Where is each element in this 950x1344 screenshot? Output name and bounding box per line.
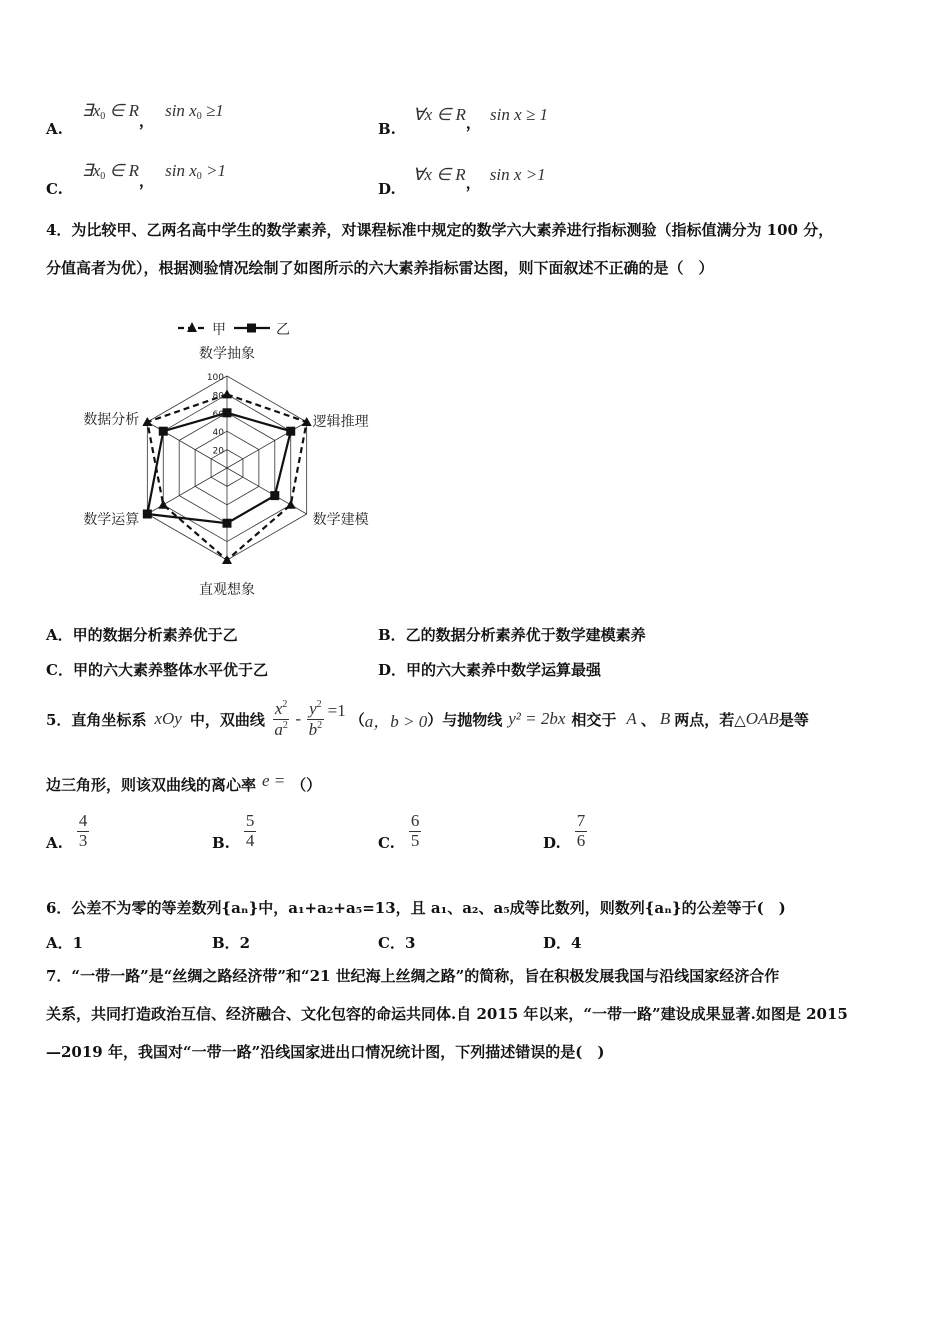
option-fraction <box>77 812 90 850</box>
answer-paren: （） <box>291 776 322 794</box>
legend-label: 甲 <box>212 322 226 338</box>
relation: >1 <box>201 161 226 180</box>
q6-option-b: B．2 <box>212 934 251 952</box>
data-point-甲 <box>286 500 296 509</box>
option-letter: D. <box>543 834 561 853</box>
q5-option-a <box>46 811 89 853</box>
option-fraction <box>409 812 422 850</box>
q7-stem-line1: 7．“一带一路”是“丝绸之路经济带”和“21 世纪海上丝绸之路”的简称，旨在积极发展我国与沿线国家经济合作 <box>46 967 780 985</box>
q5-option-c <box>378 811 421 853</box>
axis-label: 数学建模 <box>312 512 369 528</box>
domain-text: ∈ R <box>105 101 139 120</box>
domain-text: ∈ R <box>432 105 466 124</box>
data-point-乙 <box>143 510 152 519</box>
equals-one: =1 <box>327 701 346 720</box>
eccentricity-symbol: e = <box>262 770 286 790</box>
axis-label: 数据分析 <box>83 412 140 428</box>
q5-text: 相交于 <box>571 710 617 729</box>
q5-option-d <box>543 811 587 853</box>
relation: ≥ 1 <box>521 105 548 124</box>
denominator: a <box>274 719 283 739</box>
data-point-乙 <box>223 519 232 528</box>
quantifier: ∀x <box>412 165 432 184</box>
option-fraction <box>575 812 588 850</box>
q5-stem-line2 <box>46 770 322 795</box>
numerator: y <box>309 698 317 718</box>
q5-text: 边三角形，则该双曲线的离心率 <box>46 776 257 794</box>
numerator: 6 <box>410 811 420 830</box>
expression: sin x <box>165 161 197 180</box>
q6-option-a: A．1 <box>46 934 84 952</box>
q5-text: 与抛物线 <box>442 710 503 729</box>
comma: ， <box>138 112 154 130</box>
denominator: 6 <box>576 830 586 850</box>
q6-option-d: D．4 <box>543 934 582 952</box>
coord-system: xOy <box>154 709 182 728</box>
q3-option-d <box>378 164 546 198</box>
comma: ， <box>465 174 481 192</box>
fraction-y2-b2: $\frac{y^2}{b^2}$ <box>308 698 323 739</box>
q4-option-d: D．甲的六大素养中数学运算最强 <box>378 661 602 679</box>
q5-text: 是等 <box>778 710 809 729</box>
option-letter: A. <box>46 120 63 138</box>
expression: sin x <box>165 101 197 120</box>
q6-stem: 6．公差不为零的等差数列{aₙ}中，a₁+a₂+a₅=13，且 a₁、a₂、a₅成等比数列，则数列{aₙ}的公差等于( ) <box>46 899 786 917</box>
q3-option-a <box>46 100 224 138</box>
comma: ， <box>465 114 481 132</box>
q5-text: 两点，若△ <box>674 710 746 729</box>
separator: 、 <box>640 710 656 729</box>
q5-stem-line1 <box>46 694 809 744</box>
tick-label: 60 <box>212 409 224 420</box>
q4-option-a: A．甲的数据分析素养优于乙 <box>46 626 238 644</box>
tick-label: 20 <box>212 446 224 457</box>
denominator: b <box>308 719 318 739</box>
minus-sign: - <box>295 709 302 728</box>
subscript: 0 <box>196 171 202 182</box>
q6-option-c: C．3 <box>378 934 416 952</box>
point-a: A <box>626 709 637 728</box>
expression: sin x <box>490 105 522 124</box>
option-letter: B. <box>212 834 230 853</box>
subscript: 0 <box>100 171 106 182</box>
q4-stem-line1: 4．为比较甲、乙两名高中学生的数学素养，对课程标准中规定的数学六大素养进行指标测验（指标值满分为 100 分， <box>46 221 834 239</box>
fraction-x2-a2: $\frac{x^2}{a^2}$ <box>274 698 288 739</box>
domain-text: ∈ R <box>431 165 466 184</box>
q3-option-c <box>46 160 226 198</box>
axis-label: 数学抽象 <box>199 346 255 362</box>
tick-label: 80 <box>212 391 224 402</box>
subscript: 0 <box>196 111 202 122</box>
q7-stem-line3: —2019 年，我国对“一带一路”沿线国家进出口情况统计图，下列描述错误的是( ) <box>46 1043 605 1061</box>
quantifier: ∃x <box>82 161 101 180</box>
denominator: 3 <box>78 830 88 850</box>
data-point-甲 <box>222 555 232 564</box>
quantifier: ∀x <box>413 105 433 124</box>
data-point-乙 <box>159 427 168 436</box>
q4-stem-line2: 分值高者为优），根据测验情况绘制了如图所示的六大素养指标雷达图，则下面叙述不正确的是（ ） <box>46 259 714 277</box>
axis-label: 直观想象 <box>199 582 255 598</box>
numerator: 5 <box>245 811 255 830</box>
q5-option-b <box>212 811 256 853</box>
q4-option-c: C．甲的六大素养整体水平优于乙 <box>46 661 268 679</box>
triangle-name: OAB <box>745 709 779 728</box>
expression: sin x <box>489 165 522 184</box>
numerator: x <box>274 698 283 718</box>
radar-chart <box>60 310 400 600</box>
paren-open: （ <box>349 710 365 729</box>
q7-stem-line2: 关系，共同打造政治互信、经济融合、文化包容的命运共同体.自 2015 年以来，“一带一路”建设成果显著.如图是 2015 <box>46 1005 848 1023</box>
q4-option-b: B．乙的数据分析素养优于数学建模素养 <box>378 626 646 644</box>
numerator: 4 <box>78 811 88 830</box>
axis-label: 数学运算 <box>83 512 140 528</box>
point-b: B <box>659 709 671 728</box>
data-point-乙 <box>270 491 279 500</box>
subscript: 0 <box>100 111 106 122</box>
option-letter: D. <box>378 180 396 198</box>
option-fraction <box>244 812 257 850</box>
q3-option-b <box>378 104 548 138</box>
legend-label: 乙 <box>276 322 290 338</box>
denominator: 4 <box>245 830 255 850</box>
parabola-equation: y² = 2bx <box>508 709 566 728</box>
option-letter: B. <box>378 120 396 138</box>
relation: ≥1 <box>201 101 224 120</box>
numerator: 7 <box>576 811 586 830</box>
tick-label: 100 <box>206 373 224 383</box>
relation: >1 <box>521 165 546 184</box>
option-letter: A. <box>46 834 63 853</box>
domain-text: ∈ R <box>105 161 139 180</box>
data-point-甲 <box>158 500 168 509</box>
comma: ， <box>139 172 155 190</box>
legend-marker-square <box>247 324 256 333</box>
axis-label: 逻辑推理 <box>312 414 369 430</box>
q5-text: 中，双曲线 <box>189 710 265 729</box>
denominator: 5 <box>410 830 420 850</box>
option-letter: C. <box>378 834 395 853</box>
option-letter: C. <box>46 180 63 198</box>
tick-label: 40 <box>212 428 224 439</box>
condition: a，b > 0 <box>364 711 428 731</box>
data-point-乙 <box>286 427 295 436</box>
paren-close: ） <box>427 710 443 729</box>
quantifier: ∃x <box>81 101 101 120</box>
q5-number-text: 5．直角坐标系 <box>46 710 147 729</box>
